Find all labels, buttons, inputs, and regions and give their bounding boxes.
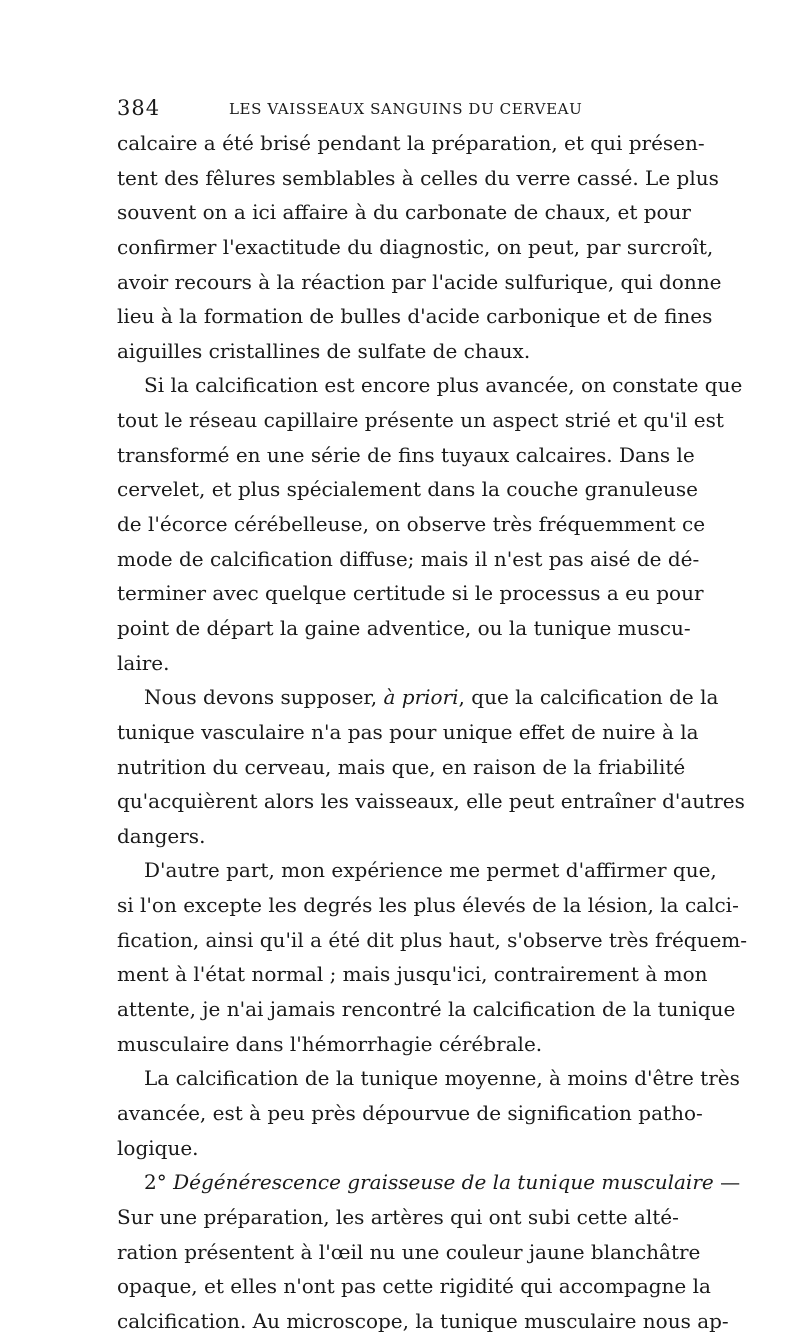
text-line: cervelet, et plus spécialement dans la couche granuleuse	[117, 477, 698, 502]
text-line: confirmer l'exactitude du diagnostic, on peut, par surcroît,	[117, 234, 714, 259]
paragraph	[117, 368, 743, 680]
paragraph	[117, 1061, 740, 1165]
text-line: lieu à la formation de bulles d'acide carbonique et de fines	[117, 304, 713, 329]
text-line: logique.	[117, 1135, 199, 1160]
paragraph	[117, 680, 745, 853]
text-line: souvent on a ici affaire à du carbonate de chaux, et pour	[117, 200, 691, 225]
text-line: fication, ainsi qu'il a été dit plus haut, s'observe très fréquem-	[117, 927, 748, 952]
text-line: ment à l'état normal ; mais jusqu'ici, contrairement à mon	[117, 962, 708, 987]
text-line: si l'on excepte les degrés les plus élevés de la lésion, la calci-	[117, 893, 739, 918]
text-line: Sur une préparation, les artères qui ont subi cette alté-	[117, 1204, 679, 1229]
text-line: mode de calcification diffuse; mais il n'est pas aisé de dé-	[117, 546, 700, 571]
text-line: tunique vasculaire n'a pas pour unique effet de nuire à la	[117, 719, 699, 744]
text-line: D'autre part, mon expérience me permet d'affirmer que,	[144, 858, 717, 883]
text-line: La calcification de la tunique moyenne, à moins d'être très	[144, 1066, 740, 1091]
text-line: transformé en une série de fins tuyaux calcaires. Dans le	[117, 442, 695, 467]
text-line: avoir recours à la réaction par l'acide sulfurique, qui donne	[117, 269, 722, 294]
text-line: ration présentent à l'œil nu une couleur jaune blanchâtre	[117, 1239, 701, 1264]
text-line: musculaire dans l'hémorrhagie cérébrale.	[117, 1031, 543, 1056]
running-head-title: LES VAISSEAUX SANGUINS DU CERVEAU	[229, 100, 583, 118]
text-line: calcification. Au microscope, la tunique musculaire nous ap-	[117, 1308, 729, 1333]
paragraph	[117, 126, 722, 368]
text-line: laire.	[117, 650, 170, 675]
text-line: aiguilles cristallines de sulfate de chaux.	[117, 338, 531, 363]
text-line: attente, je n'ai jamais rencontré la calcification de la tunique	[117, 997, 736, 1022]
body-text	[117, 126, 748, 1338]
text-line: tout le réseau capillaire présente un aspect strié et qu'il est	[117, 408, 724, 433]
section-title: Dégénérescence graisseuse de la tunique musculaire	[173, 1170, 714, 1195]
text-line: nutrition du cerveau, mais que, en raison de la friabilité	[117, 754, 686, 779]
text-line: tent des fêlures semblables à celles du verre cassé. Le plus	[117, 165, 719, 190]
text-line: point de départ la gaine adventice, ou la tunique muscu-	[117, 615, 691, 640]
text-line: dangers.	[117, 823, 206, 848]
text-line: Si la calcification est encore plus avancée, on constate que	[144, 373, 743, 398]
text-line: de l'écorce cérébelleuse, on observe très fréquemment ce	[117, 512, 706, 537]
text-line: avancée, est à peu près dépourvue de signification patho-	[117, 1100, 703, 1125]
section-dash: —	[720, 1170, 741, 1195]
section	[117, 1165, 741, 1338]
text-line: Nous devons supposer, à priori, que la calcification de la	[144, 685, 719, 710]
page-number: 384	[117, 96, 161, 120]
text-line: opaque, et elles n'ont pas cette rigidité qui accompagne la	[117, 1274, 711, 1299]
text-line: qu'acquièrent alors les vaisseaux, elle peut entraîner d'autres	[117, 789, 745, 814]
section-number: 2°	[144, 1170, 167, 1195]
text-line: calcaire a été brisé pendant la préparation, et qui présen-	[117, 131, 705, 155]
text-line: terminer avec quelque certitude si le processus a eu pour	[117, 581, 704, 606]
running-head	[117, 96, 677, 122]
paragraph	[117, 853, 748, 1061]
italic-phrase: à priori	[383, 685, 459, 710]
section-heading	[117, 1165, 741, 1200]
